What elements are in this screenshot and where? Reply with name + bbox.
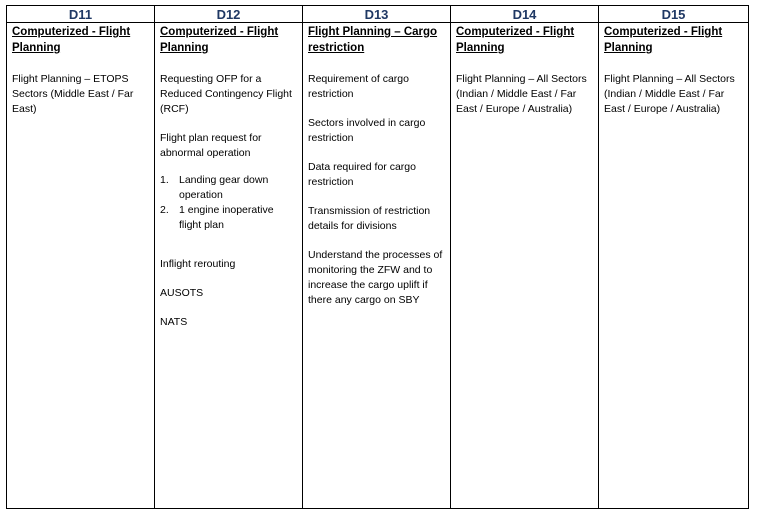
training-schedule-table [6, 5, 749, 509]
header-cell-d13: D13 [303, 6, 451, 23]
numbered-list [160, 173, 298, 233]
cell-paragraph: Transmission of restriction details for divisions [308, 205, 431, 232]
list-item [160, 173, 298, 203]
list-item [160, 203, 298, 233]
cell-paragraph: Understand the processes of monitoring the ZFW and to increase the cargo uplift if there any cargo on SBY [308, 249, 443, 306]
list-item-text: Landing gear down operation [179, 174, 269, 201]
content-cell-d11 [7, 23, 155, 509]
cell-paragraph: AUSOTS [160, 287, 204, 299]
cell-paragraph: Flight Planning – All Sectors (Indian / Middle East / Far East / Europe / Australia) [456, 73, 587, 115]
header-cell-d15: D15 [599, 6, 749, 23]
content-cell-d15 [599, 23, 749, 509]
header-cell-d12: D12 [155, 6, 303, 23]
content-row [7, 23, 749, 509]
list-item-text: 1 engine inoperative flight plan [179, 204, 274, 231]
cell-paragraph: Sectors involved in cargo restriction [308, 117, 426, 144]
cell-paragraph: NATS [160, 316, 188, 328]
list-item-number: 2. [160, 204, 169, 216]
cell-title: Flight Planning – Cargo restriction [308, 26, 438, 54]
cell-title: Computerized - Flight Planning [456, 26, 575, 54]
cell-paragraph: Requirement of cargo restriction [308, 73, 409, 100]
cell-paragraph: Flight plan request for abnormal operation [160, 132, 262, 159]
cell-paragraph: Flight Planning – All Sectors (Indian / Middle East / Far East / Europe / Australia) [604, 73, 735, 115]
content-cell-d13 [303, 23, 451, 509]
content-cell-d14 [451, 23, 599, 509]
cell-title: Computerized - Flight Planning [160, 26, 279, 54]
header-cell-d11: D11 [7, 6, 155, 23]
list-item-number: 1. [160, 174, 169, 186]
header-row [7, 6, 749, 23]
cell-paragraph: Flight Planning – ETOPS Sectors (Middle East / Far East) [12, 73, 134, 115]
cell-title: Computerized - Flight Planning [604, 26, 723, 54]
cell-paragraph: Data required for cargo restriction [308, 161, 416, 188]
cell-paragraph: Inflight rerouting [160, 258, 236, 270]
cell-title: Computerized - Flight Planning [12, 26, 131, 54]
header-cell-d14: D14 [451, 6, 599, 23]
content-cell-d12 [155, 23, 303, 509]
cell-paragraph: Requesting OFP for a Reduced Contingency Flight (RCF) [160, 73, 292, 115]
